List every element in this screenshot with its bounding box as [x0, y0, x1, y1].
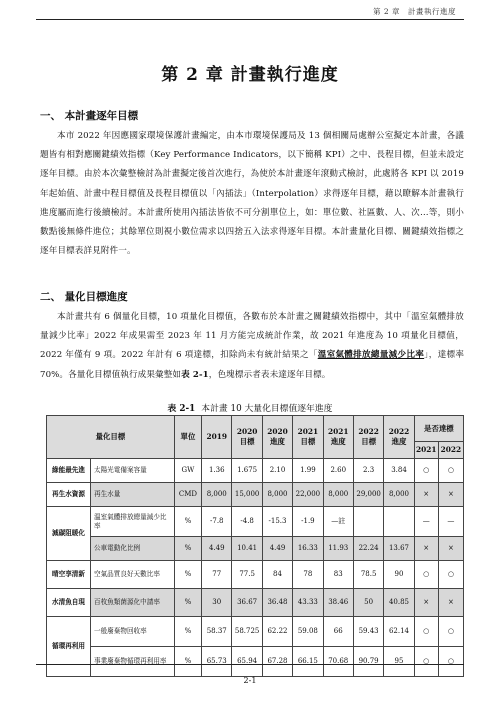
- value-cell: 78.5: [353, 561, 383, 589]
- value-cell: 65.73: [202, 647, 232, 677]
- section-heading-goals: 一、 本計畫逐年目標: [40, 110, 139, 122]
- table-row: [47, 647, 464, 677]
- header-2019: 2019: [202, 416, 232, 459]
- achieved-cell: ×: [414, 483, 438, 507]
- value-cell: 78: [293, 561, 323, 589]
- achieved-cell: ×: [438, 589, 463, 617]
- section-heading-progress: 二、 量化目標進度: [40, 291, 128, 303]
- category-reclaimed-water: 再生水資源: [47, 483, 91, 507]
- table-reference: 表 2-1: [181, 369, 209, 380]
- category-clean-air: 晴空享清新: [47, 561, 91, 589]
- progress-text-1: 本計畫共有 6 個量化目標，10 項量化目標值，各數布於本計畫之關鍵績效指標中，其中「溫室氣體排放量減少比率」2022 年成果需至 2023 年 11 月方能完成統計作業，故 2021 年進度為 10 項量化目標值，2022 年僅有 9 項。2022 年計有 6 項達標，扣除尚未有統計結果之「: [40, 312, 464, 361]
- section-progress-paragraph: [40, 308, 464, 385]
- progress-emphasis: 溫室氣體排放總量減少比率: [317, 350, 425, 361]
- value-cell: 4.49: [262, 537, 292, 561]
- table-row: [47, 617, 464, 647]
- header-unit: 單位: [174, 416, 201, 459]
- value-cell: 1.36: [202, 459, 232, 483]
- value-cell: 62.14: [384, 617, 414, 647]
- header-2021-goal: 2021 目標: [293, 416, 323, 459]
- value-cell: 59.43: [353, 617, 383, 647]
- progress-text-2: 」，達標率 70%。各量化目標值執行成果彙整如: [40, 350, 465, 380]
- value-cell: 8,000: [384, 483, 414, 507]
- value-cell: 1.99: [293, 459, 323, 483]
- category-clean-water: 水清魚自現: [47, 589, 91, 617]
- value-cell: 67.28: [262, 647, 292, 677]
- value-cell: 11.93: [323, 537, 353, 561]
- indicator-cell: 空氣品質良好天數比率: [91, 561, 175, 589]
- value-cell: 2.60: [323, 459, 353, 483]
- indicator-cell: 溫室氣體排放總量減少比率: [91, 507, 175, 537]
- value-cell: 95: [384, 647, 414, 677]
- header-2020-goal: 2020 目標: [232, 416, 262, 459]
- indicator-cell: 一般廢棄物回收率: [91, 617, 175, 647]
- achieved-cell: —: [438, 507, 463, 537]
- value-cell: —註: [323, 507, 353, 537]
- header-rule: [36, 19, 464, 20]
- achieved-cell: —: [414, 507, 438, 537]
- quantitative-goals-table: [46, 415, 464, 677]
- header-achieved: 是否達標: [414, 416, 463, 442]
- header-achieved-2022: 2022: [438, 442, 463, 459]
- value-cell: 84: [262, 561, 292, 589]
- value-cell: 43.33: [293, 589, 323, 617]
- value-cell: 16.33: [293, 537, 323, 561]
- value-cell: 38.46: [323, 589, 353, 617]
- value-cell: [353, 507, 383, 537]
- value-cell: 29,000: [353, 483, 383, 507]
- header-indicator: 量化目標: [47, 416, 175, 459]
- value-cell: 8,000: [202, 483, 232, 507]
- value-cell: 66: [323, 617, 353, 647]
- progress-text-3: ，色塊標示者表未達逐年目標。: [208, 369, 331, 380]
- category-carbon-reduction: 減碳阻暖化: [47, 507, 91, 561]
- value-cell: 62.22: [262, 617, 292, 647]
- value-cell: 58.725: [232, 617, 262, 647]
- value-cell: 3.84: [384, 459, 414, 483]
- achieved-cell: ○: [414, 617, 438, 647]
- value-cell: 40.85: [384, 589, 414, 617]
- indicator-cell: 再生水量: [91, 483, 175, 507]
- table-row: [47, 507, 464, 537]
- value-cell: 30: [202, 589, 232, 617]
- value-cell: 4.49: [202, 537, 232, 561]
- value-cell: 90.79: [353, 647, 383, 677]
- value-cell: 77.5: [232, 561, 262, 589]
- unit-cell: %: [174, 617, 201, 647]
- achieved-cell: ○: [414, 647, 438, 677]
- value-cell: [384, 507, 414, 537]
- header-2022-progress: 2022 進度: [384, 416, 414, 459]
- value-cell: 10.41: [232, 537, 262, 561]
- unit-cell: %: [174, 537, 201, 561]
- table-caption-text: 本計畫 10 大量化目標值逐年進度: [201, 404, 333, 414]
- achieved-cell: ×: [438, 483, 463, 507]
- category-recycling: 循環再利用: [47, 617, 91, 677]
- achieved-cell: ×: [438, 537, 463, 561]
- value-cell: 90: [384, 561, 414, 589]
- value-cell: 2.10: [262, 459, 292, 483]
- table-caption: [0, 401, 500, 414]
- value-cell: 15,000: [232, 483, 262, 507]
- table-row: [47, 589, 464, 617]
- header-2020-progress: 2020 進度: [262, 416, 292, 459]
- value-cell: -7.8: [202, 507, 232, 537]
- header-2022-goal: 2022 目標: [353, 416, 383, 459]
- value-cell: 65.94: [232, 647, 262, 677]
- value-cell: -15.3: [262, 507, 292, 537]
- value-cell: 36.48: [262, 589, 292, 617]
- value-cell: 8,000: [262, 483, 292, 507]
- value-cell: 50: [353, 589, 383, 617]
- achieved-cell: ○: [438, 647, 463, 677]
- footer-rule: [36, 664, 464, 665]
- category-green-energy: 綠能最先進: [47, 459, 91, 483]
- achieved-cell: ○: [438, 459, 463, 483]
- value-cell: 8,000: [323, 483, 353, 507]
- value-cell: 1.675: [232, 459, 262, 483]
- value-cell: 22,000: [293, 483, 323, 507]
- indicator-cell: 太陽光電備案容量: [91, 459, 175, 483]
- value-cell: -1.9: [293, 507, 323, 537]
- value-cell: 66.15: [293, 647, 323, 677]
- value-cell: 77: [202, 561, 232, 589]
- achieved-cell: ×: [414, 537, 438, 561]
- achieved-cell: ○: [438, 617, 463, 647]
- unit-cell: GW: [174, 459, 201, 483]
- unit-cell: %: [174, 589, 201, 617]
- unit-cell: CMD: [174, 483, 201, 507]
- table-row: [47, 483, 464, 507]
- section-goals-paragraph: 本市 2022 年因應國家環境保護計畫編定，由本市環境保護局及 13 個相關局處辦公室擬定本計畫，各議題皆有相對應關鍵績效指標（Key Performance Indicators，以下簡稱 KPI）之中、長程目標，但並未設定逐年目標。由於本次彙整檢討為計畫擬定後首次進行，為使於本計畫逐年滾動式檢討，此處將各 KPI 以 2019 年起始值、計畫中程目標值及長程目標值以「內插法」（Interpolation）求得逐年目標，藉以瞭解本計畫執行進度屬而進行後續檢討。本計畫所使用內插法皆依不可分割單位上，如：單位數、社區數、人、次…等，則小數點後無條件進位；其餘單位則視小數位需求以四捨五入法求得逐年目標。本計畫量化目標、關鍵績效指標之逐年目標表詳見附件一。: [40, 131, 464, 257]
- running-header: 第 2 章 計畫執行進度: [372, 7, 456, 16]
- indicator-cell: 事業廢棄物循環再利用率: [91, 647, 175, 677]
- value-cell: 36.67: [232, 589, 262, 617]
- header-2021-progress: 2021 進度: [323, 416, 353, 459]
- table-caption-number: 表 2-1: [167, 404, 196, 414]
- indicator-cell: 百枚魚類菌源化中請率: [91, 589, 175, 617]
- table-row: [47, 561, 464, 589]
- value-cell: 83: [323, 561, 353, 589]
- table-row: [47, 459, 464, 483]
- indicator-cell: 公車電動化比例: [91, 537, 175, 561]
- achieved-cell: ×: [414, 589, 438, 617]
- table-row: [47, 537, 464, 561]
- value-cell: -4.8: [232, 507, 262, 537]
- unit-cell: %: [174, 647, 201, 677]
- value-cell: 2.3: [353, 459, 383, 483]
- achieved-cell: ○: [414, 459, 438, 483]
- value-cell: 59.08: [293, 617, 323, 647]
- unit-cell: %: [174, 561, 201, 589]
- achieved-cell: ○: [438, 561, 463, 589]
- header-achieved-2021: 2021: [414, 442, 438, 459]
- achieved-cell: ○: [414, 561, 438, 589]
- value-cell: 22.24: [353, 537, 383, 561]
- value-cell: 58.37: [202, 617, 232, 647]
- value-cell: 13.67: [384, 537, 414, 561]
- unit-cell: %: [174, 507, 201, 537]
- value-cell: 70.68: [323, 647, 353, 677]
- chapter-title: 第 2 章 計畫執行進度: [161, 65, 339, 85]
- page-number: 2-1: [243, 676, 257, 685]
